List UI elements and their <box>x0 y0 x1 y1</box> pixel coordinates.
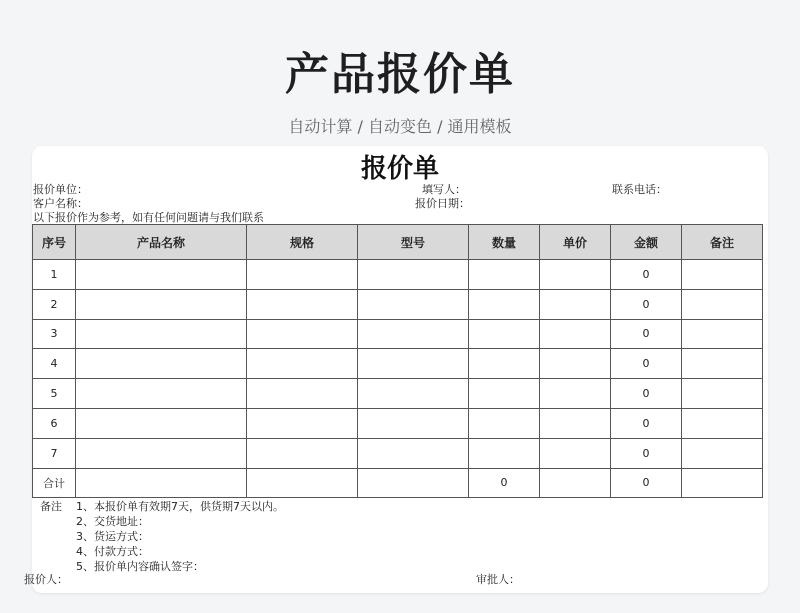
page-subtitle: 自动计算 / 自动变色 / 通用模板 <box>288 117 512 136</box>
column-header: 序号 <box>33 225 76 260</box>
quantity-cell[interactable] <box>469 438 540 468</box>
table-row <box>33 408 763 438</box>
notes-section <box>40 499 284 574</box>
table-row <box>33 319 763 349</box>
quote-date-label: 报价日期： <box>415 197 470 210</box>
amount-cell: 0 <box>611 408 682 438</box>
table-row <box>33 289 763 319</box>
quantity-cell[interactable] <box>469 349 540 379</box>
note-item: 5、报价单内容确认签字： <box>76 560 204 573</box>
column-header: 金额 <box>611 225 682 260</box>
note-item: 2、交货地址： <box>76 515 149 528</box>
product-name-cell[interactable] <box>76 438 247 468</box>
spec-cell[interactable] <box>247 319 358 349</box>
note-item: 1、本报价单有效期7天，供货期7天以内。 <box>76 500 284 513</box>
column-header: 型号 <box>358 225 469 260</box>
phone-label: 联系电话： <box>612 183 667 196</box>
amount-cell: 0 <box>611 289 682 319</box>
model-cell[interactable] <box>358 379 469 409</box>
spec-cell[interactable] <box>247 260 358 290</box>
column-header: 数量 <box>469 225 540 260</box>
quote-unit-label: 报价单位： <box>33 183 88 196</box>
remark-cell[interactable] <box>682 379 763 409</box>
total-label: 合计 <box>33 468 76 498</box>
unit-price-cell[interactable] <box>540 408 611 438</box>
filler-label: 填写人： <box>422 183 466 196</box>
column-header: 单价 <box>540 225 611 260</box>
spec-cell[interactable] <box>247 408 358 438</box>
table-header-row <box>33 225 763 260</box>
model-cell[interactable] <box>358 319 469 349</box>
total-row <box>33 468 763 498</box>
quoter-label: 报价人： <box>24 573 68 586</box>
column-header: 备注 <box>682 225 763 260</box>
table-row <box>33 260 763 290</box>
unit-price-cell[interactable] <box>540 260 611 290</box>
spec-cell[interactable] <box>247 438 358 468</box>
product-name-cell[interactable] <box>76 408 247 438</box>
total-blank-cell <box>76 468 247 498</box>
total-blank-cell <box>682 468 763 498</box>
unit-price-cell[interactable] <box>540 349 611 379</box>
remark-cell[interactable] <box>682 349 763 379</box>
note-item: 3、货运方式： <box>76 530 149 543</box>
total-quantity: 0 <box>469 468 540 498</box>
row-number: 7 <box>33 438 76 468</box>
row-number: 6 <box>33 408 76 438</box>
quantity-cell[interactable] <box>469 289 540 319</box>
row-number: 3 <box>33 319 76 349</box>
product-name-cell[interactable] <box>76 319 247 349</box>
amount-cell: 0 <box>611 438 682 468</box>
sheet-title: 报价单 <box>360 154 439 184</box>
table-row <box>33 379 763 409</box>
unit-price-cell[interactable] <box>540 319 611 349</box>
total-blank-cell <box>358 468 469 498</box>
approver-label: 审批人： <box>476 573 520 586</box>
table-row <box>33 438 763 468</box>
page-title: 产品报价单 <box>285 49 515 100</box>
product-name-cell[interactable] <box>76 349 247 379</box>
quote-table <box>32 224 763 498</box>
column-header: 规格 <box>247 225 358 260</box>
model-cell[interactable] <box>358 438 469 468</box>
total-blank-cell <box>247 468 358 498</box>
model-cell[interactable] <box>358 349 469 379</box>
product-name-cell[interactable] <box>76 260 247 290</box>
amount-cell: 0 <box>611 260 682 290</box>
spec-cell[interactable] <box>247 289 358 319</box>
reference-note: 以下报价作为参考，如有任何问题请与我们联系 <box>33 211 264 224</box>
note-item: 4、付款方式： <box>76 545 149 558</box>
row-number: 2 <box>33 289 76 319</box>
quantity-cell[interactable] <box>469 319 540 349</box>
quote-sheet <box>24 146 768 593</box>
row-number: 4 <box>33 349 76 379</box>
amount-cell: 0 <box>611 349 682 379</box>
spec-cell[interactable] <box>247 379 358 409</box>
remark-cell[interactable] <box>682 408 763 438</box>
unit-price-cell[interactable] <box>540 438 611 468</box>
amount-cell: 0 <box>611 319 682 349</box>
unit-price-cell[interactable] <box>540 289 611 319</box>
amount-cell: 0 <box>611 379 682 409</box>
row-number: 1 <box>33 260 76 290</box>
product-name-cell[interactable] <box>76 289 247 319</box>
column-header: 产品名称 <box>76 225 247 260</box>
product-name-cell[interactable] <box>76 379 247 409</box>
spec-cell[interactable] <box>247 349 358 379</box>
remark-cell[interactable] <box>682 260 763 290</box>
customer-label: 客户名称： <box>33 197 88 210</box>
quantity-cell[interactable] <box>469 379 540 409</box>
model-cell[interactable] <box>358 260 469 290</box>
remark-cell[interactable] <box>682 289 763 319</box>
remark-cell[interactable] <box>682 319 763 349</box>
row-number: 5 <box>33 379 76 409</box>
model-cell[interactable] <box>358 408 469 438</box>
quantity-cell[interactable] <box>469 408 540 438</box>
unit-price-cell[interactable] <box>540 379 611 409</box>
total-blank-cell <box>540 468 611 498</box>
quantity-cell[interactable] <box>469 260 540 290</box>
table-row <box>33 349 763 379</box>
total-amount: 0 <box>611 468 682 498</box>
remark-cell[interactable] <box>682 438 763 468</box>
model-cell[interactable] <box>358 289 469 319</box>
notes-label: 备注 <box>40 500 62 513</box>
